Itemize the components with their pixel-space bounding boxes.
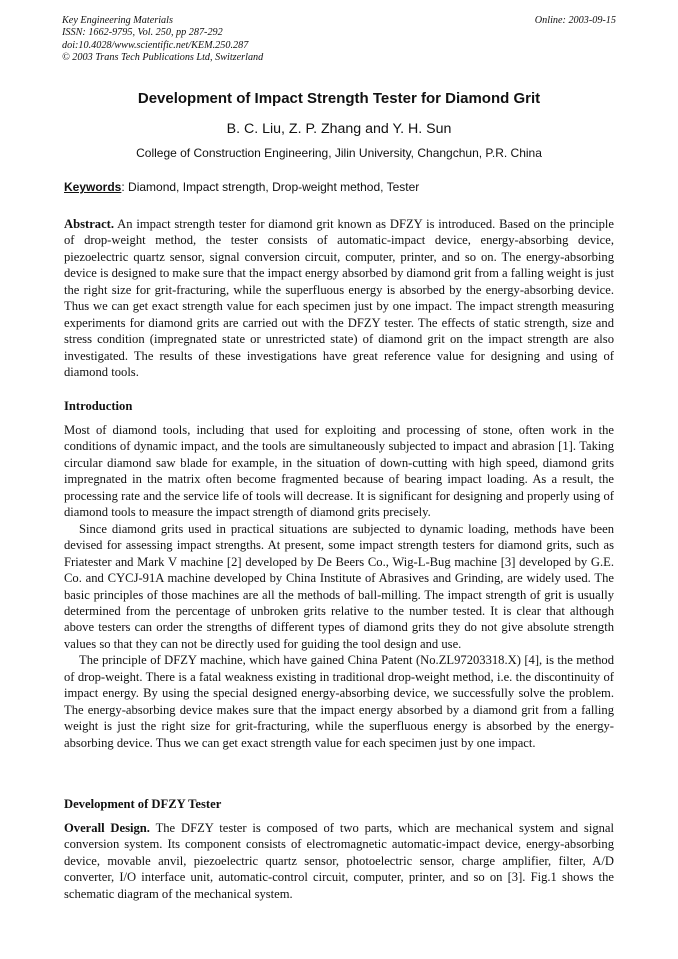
abstract <box>64 216 614 381</box>
abstract-label: Abstract. <box>64 217 115 231</box>
online-date: Online: 2003-09-15 <box>534 15 616 26</box>
doi-line: doi:10.4028/www.scientific.net/KEM.250.287 <box>62 39 249 51</box>
overall-design-label: Overall Design. <box>64 821 150 835</box>
abstract-text: An impact strength tester for diamond grit known as DFZY is introduced. Based on the principle of drop-weight method, the tester consists of automatic-impact device, energy-absorbing device, piezoelectric quartz sensor, signal conversion circuit, computer, printer, and so on. The energy-absorbing device is designed to make sure that the impact energy absorbed by diamond grit from a falling weight is just the right size for grit-fracturing, while the superfluous energy is absorbed by the energy-absorbing device. Thus we can get exact strength value for each specimen just by one impact. The impact strength measuring experiments for diamond grits are carried out with the DFZY tester. The effects of static strength, size and stress condition (impregnated state or unrestricted state) of diamond grit on the impact strength are also investigated. The results of these investigations have great reference value for designing and using of diamond tools. <box>64 217 614 380</box>
paragraph: Since diamond grits used in practical situations are subjected to dynamic loading, methods have been devised for assessing impact strengths. At present, some impact strength testers for diamond grits, such as Friatester and Mark V machine [2] developed by De Beers Co., Wig-L-Bug machine [3] developed by G.E. Co. and CYCJ-91A machine developed by China Institute of Abrasives and Grinding, are widely used. The basic principles of those machines are all the methods of ball-milling. The impact strength of grit is usually determined from the percentage of unbroken grits relative to the number tested. It is clear that although above testers can order the strengths of different types of diamond grits they do not give absolute strength values so that they can not be directly used for guiding the tool design and use. <box>64 521 614 651</box>
author-list: B. C. Liu, Z. P. Zhang and Y. H. Sun <box>226 121 452 137</box>
issn-line: ISSN: 1662-9795, Vol. 250, pp 287-292 <box>62 27 223 39</box>
keywords-colon: : <box>121 180 125 194</box>
paragraph: Most of diamond tools, including that used for exploiting and processing of stone, often work in the conditions of dynamic impact, and the tools are simultaneously subjected to impact and abrasion [1]. Taking circular diamond saw blade for example, in the situation of down-cutting with high speed, diamond grits impregnated in the matrix often become fragmented because of bearing impact loading. As a result, the processing rate and the service life of tools will decrease. It is significant for designing and properly using of diamond tools to measure the impact strength of diamond grits precisely. <box>64 423 614 520</box>
paper-title: Development of Impact Strength Tester for Diamond Grit <box>137 90 541 107</box>
overall-design-paragraph <box>64 820 614 902</box>
keywords-label: Keywords <box>64 180 122 194</box>
paragraph: The principle of DFZY machine, which have gained China Patent (No.ZL97203318.X) [4], is the method of drop-weight. There is a fatal weakness existing in traditional drop-weight method, i.e. the discontinuity of impact energy. By using the special designed energy-absorbing device, we successfully solve the problem. The energy-absorbing device makes sure that the impact energy absorbed by a diamond grit from a falling weight is just the right size for grit-fracturing, while the superfluous energy is absorbed by the energy-absorbing device. Thus we can get exact strength value for each specimen just by one impact. <box>64 653 614 750</box>
keywords-line <box>64 180 624 194</box>
overall-design-text: The DFZY tester is composed of two parts, which are mechanical system and signal conversion system. Its component consists of electromagnetic automatic-impact device, energy-absorbing device, movable anvil, piezoelectric quartz sensor, photoelectric sensor, charge amplifier, filter, A/D converter, I/O interface unit, automatic-control circuit, computer, printer, and so on [3]. Fig.1 shows the schematic diagram of the mechanical system. <box>64 821 614 901</box>
affiliation: College of Construction Engineering, Jilin University, Changchun, P.R. China <box>136 146 542 160</box>
section-heading-introduction: Introduction <box>64 399 133 413</box>
section-heading-development: Development of DFZY Tester <box>64 797 222 811</box>
journal-name: Key Engineering Materials <box>62 15 173 26</box>
introduction-body <box>64 422 614 751</box>
keywords-text: Diamond, Impact strength, Drop-weight method, Tester <box>124 180 420 194</box>
journal-header <box>62 15 422 64</box>
copyright-line: © 2003 Trans Tech Publications Ltd, Switzerland <box>62 51 264 63</box>
